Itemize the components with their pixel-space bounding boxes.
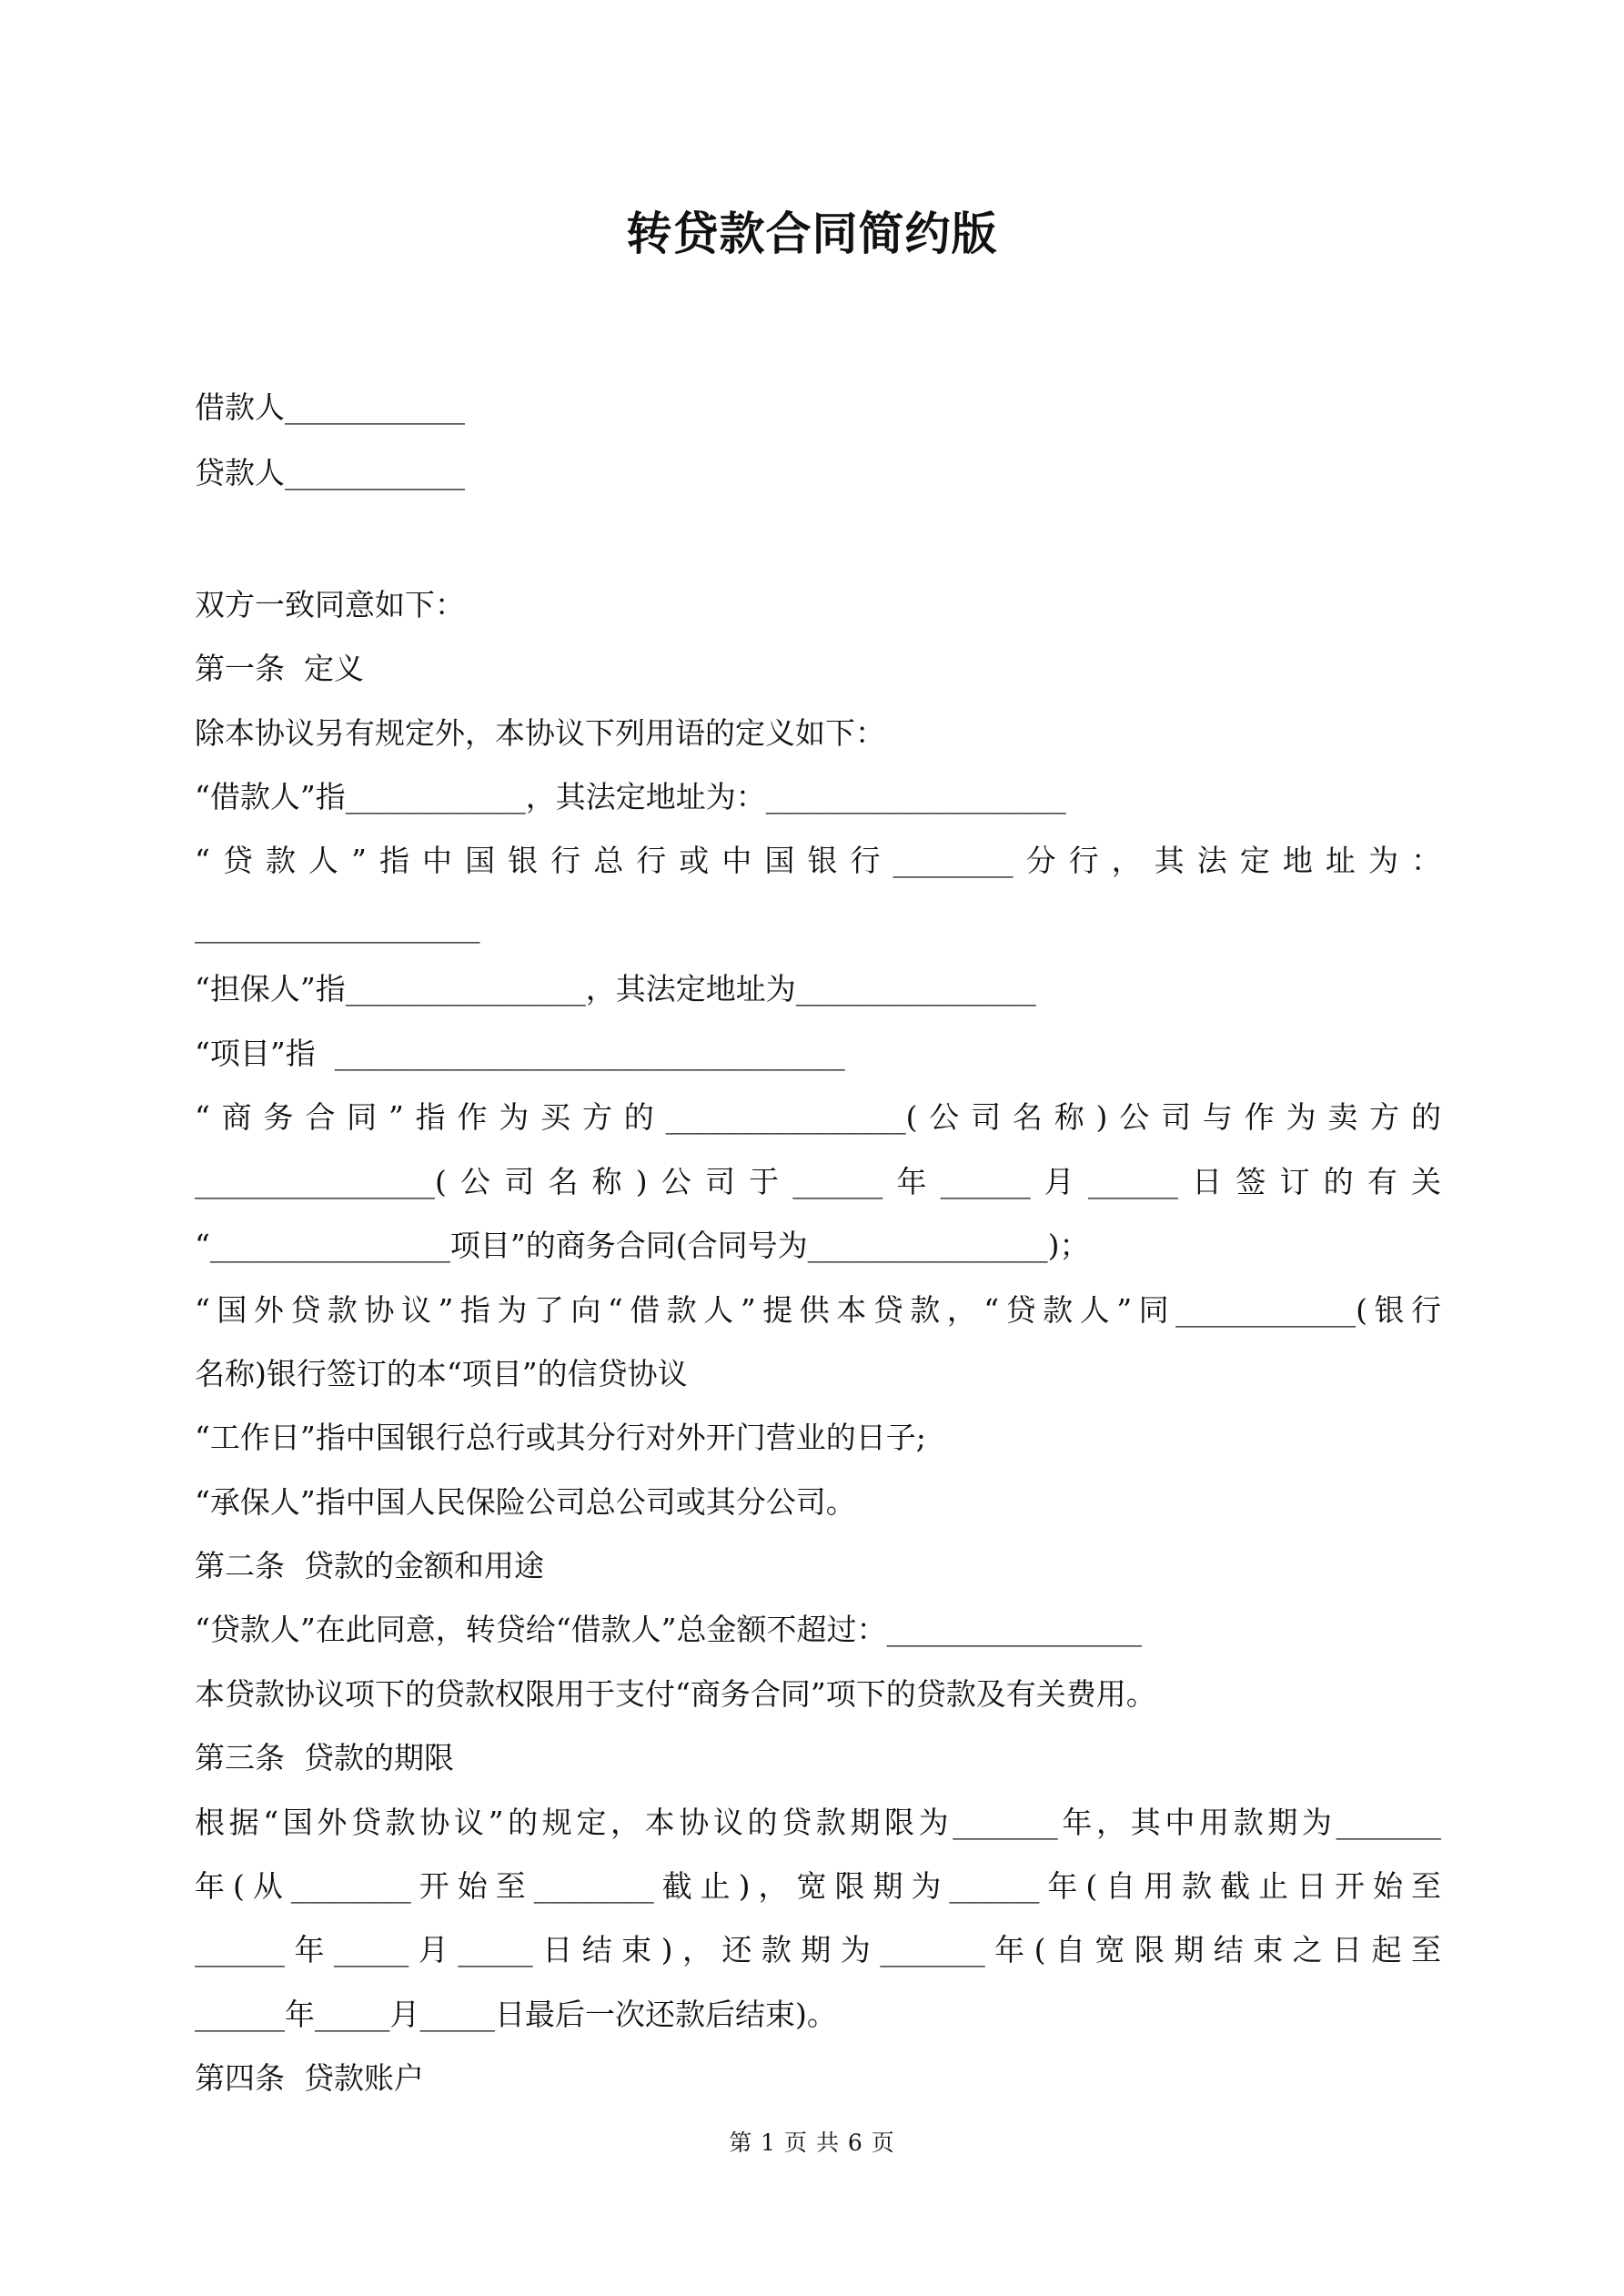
paragraph-line: “借款人”指____________，其法定地址为：____________________ <box>195 779 1066 814</box>
paragraph-line: ______年_____月_____日最后一次还款后结束)。 <box>195 1997 837 2032</box>
agreement-intro: 双方一致同意如下： <box>195 587 465 622</box>
lender-line: 贷款人____________ <box>195 455 465 491</box>
article-3-heading: 第三条 贷款的期限 <box>195 1740 454 1775</box>
paragraph-line: “国外贷款协议”指为了向“借款人”提供本贷款，“贷款人”同____________(银行 <box>195 1292 1441 1328</box>
paragraph-line: ___________________ <box>195 908 480 944</box>
paragraph-line: 除本协议另有规定外，本协议下列用语的定义如下： <box>195 715 885 751</box>
paragraph-line: “项目”指 __________________________________ <box>195 1036 845 1071</box>
paragraph-line: “贷款人”指中国银行总行或中国银行________分行，其法定地址为： <box>195 843 1441 878</box>
article-4-heading: 第四条 贷款账户 <box>195 2060 424 2096</box>
borrower-line: 借款人____________ <box>195 389 465 425</box>
paragraph-line: ________________(公司名称)公司于______年______月______日签订的有关 <box>195 1164 1441 1199</box>
paragraph-line: “承保人”指中国人民保险公司总公司或其分公司。 <box>195 1484 856 1520</box>
paragraph-line: 年(从________开始至________截止)，宽限期为______年(自用款截止日开始至 <box>195 1868 1441 1904</box>
paragraph-line: ______年_____月_____日结束)，还款期为_______年(自宽限期结束之日起至 <box>195 1932 1441 1967</box>
document-title: 转贷款合同简约版 <box>626 207 998 260</box>
paragraph-line: “商务合同”指作为买方的________________(公司名称)公司与作为卖方的 <box>195 1099 1441 1135</box>
paragraph-line: “工作日”指中国银行总行或其分行对外开门营业的日子; <box>195 1420 926 1455</box>
article-2-heading: 第二条 贷款的金额和用途 <box>195 1548 544 1583</box>
paragraph-line: 根据“国外贷款协议”的规定，本协议的贷款期限为_______年，其中用款期为_______ <box>195 1805 1441 1840</box>
page-number-footer: 第 1 页 共 6 页 <box>729 2129 895 2156</box>
paragraph-line: 本贷款协议项下的贷款权限用于支付“商务合同”项下的贷款及有关费用。 <box>195 1676 1156 1712</box>
paragraph-line: “担保人”指________________，其法定地址为________________ <box>195 971 1036 1006</box>
paragraph-line: “贷款人”在此同意，转贷给“借款人”总金额不超过：_________________ <box>195 1612 1142 1647</box>
paragraph-line: “________________项目”的商务合同(合同号为________________)； <box>195 1228 1090 1263</box>
article-1-heading: 第一条 定义 <box>195 651 364 686</box>
paragraph-line: 名称)银行签订的本“项目”的信贷协议 <box>195 1356 688 1391</box>
